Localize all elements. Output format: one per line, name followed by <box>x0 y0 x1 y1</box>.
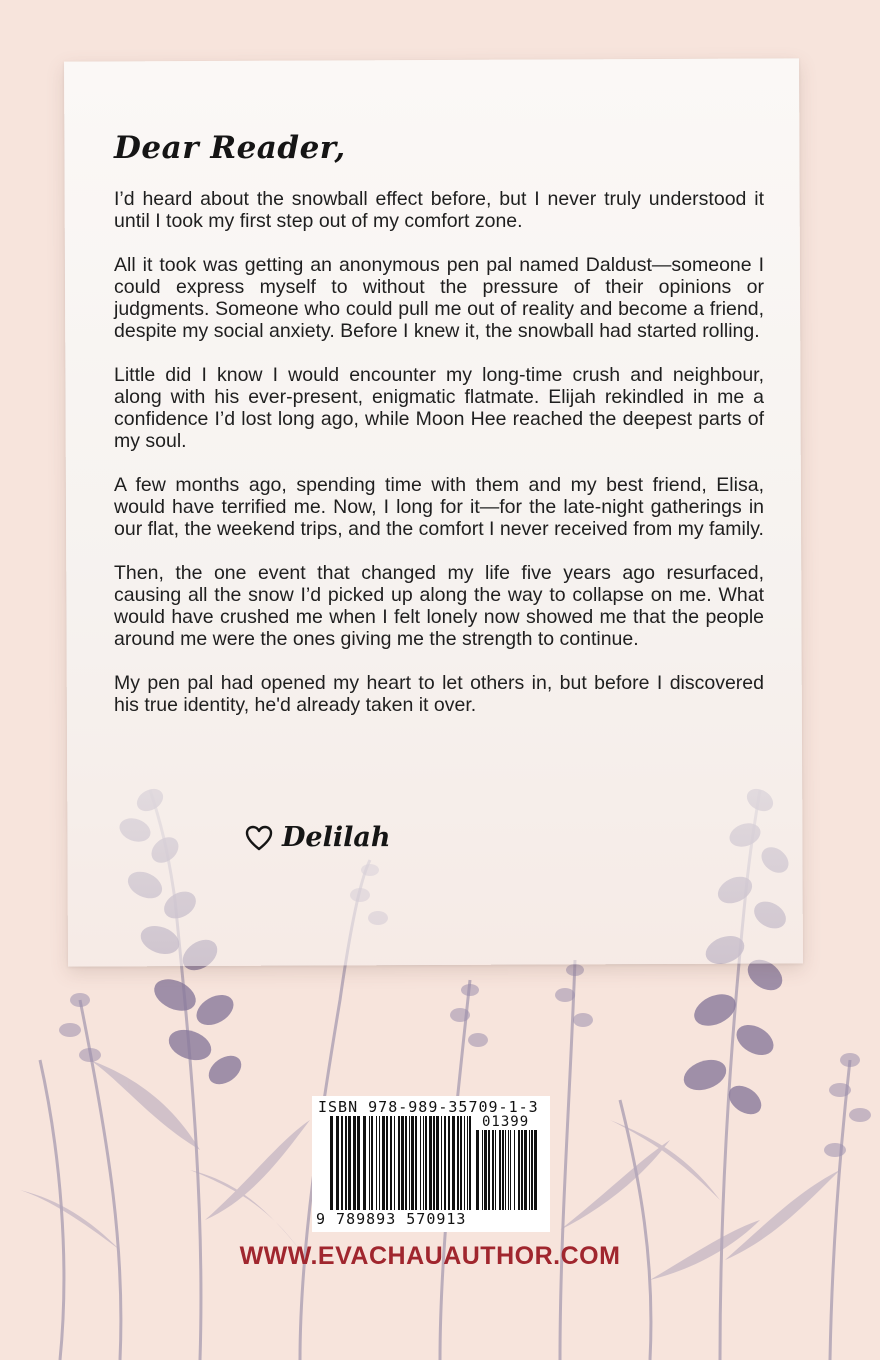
barcode-bar <box>484 1130 487 1210</box>
barcode-bar <box>394 1116 395 1210</box>
barcode-bar <box>425 1116 427 1210</box>
barcode-bar <box>345 1116 347 1210</box>
letter-signature <box>244 822 391 853</box>
signature-name: Delilah <box>282 822 391 853</box>
barcode-bar <box>423 1116 424 1210</box>
barcode-bar <box>452 1116 455 1210</box>
barcode-bar <box>469 1116 471 1210</box>
heart-outline-icon <box>244 823 274 853</box>
barcode-bar <box>524 1130 527 1210</box>
barcode-bar <box>433 1116 435 1210</box>
barcode-bar <box>348 1116 351 1210</box>
letter-paragraph: A few months ago, spending time with them and my best friend, Elisa, would have terrified me. Now, I long for it—for the late-night gatherings in our flat, the weekend trips, and the comfort I never received from my family. <box>114 474 764 540</box>
price-code: 01399 <box>482 1114 530 1130</box>
barcode-bar <box>502 1130 504 1210</box>
barcode-bar <box>405 1116 407 1210</box>
barcode-bar <box>336 1116 339 1210</box>
barcode-bar <box>476 1130 479 1210</box>
barcode-bar <box>398 1116 400 1210</box>
barcode-bar <box>379 1116 380 1210</box>
barcode-bar <box>441 1116 442 1210</box>
barcode-bar <box>353 1116 356 1210</box>
barcode-bar <box>371 1116 373 1210</box>
barcode-bar <box>363 1116 366 1210</box>
barcode-bar <box>467 1116 468 1210</box>
barcode-bar <box>357 1116 360 1210</box>
letter-body <box>114 130 764 738</box>
letter-paragraph: All it took was getting an anonymous pen pal named Daldust—someone I could express myself to without the pressure of their opinions or judgments. Someone who could pull me out of reality and become a friend, despite my social anxiety. Before I knew it, the snowball had started rolling. <box>114 254 764 342</box>
author-website: WWW.EVACHAUAUTHOR.COM <box>239 1242 621 1270</box>
barcode-bar <box>382 1116 385 1210</box>
barcode-bar <box>390 1116 392 1210</box>
barcode-bars <box>330 1116 472 1210</box>
letter-paragraph: Little did I know I would encounter my long-time crush and neighbour, along with his ever-present, enigmatic flatmate. Elijah rekindled in me a confidence I’d lost long ago, while Moon Hee reached the deepest parts of my soul. <box>114 364 764 452</box>
ean-digits: 9 789893 570913 <box>316 1210 467 1228</box>
isbn-barcode <box>312 1096 550 1232</box>
barcode-bar <box>376 1116 377 1210</box>
barcode-bar <box>460 1116 462 1210</box>
barcode-bar <box>436 1116 439 1210</box>
barcode-bar <box>488 1130 490 1210</box>
letter-greeting: Dear Reader, <box>114 130 346 166</box>
letter-paragraph: My pen pal had opened my heart to let others in, but before I discovered his true identity, he'd already taken it over. <box>114 672 764 716</box>
barcode-bar <box>495 1130 496 1210</box>
barcode-addon-bars <box>476 1130 540 1210</box>
barcode-bar <box>429 1116 432 1210</box>
barcode-bar <box>369 1116 370 1210</box>
barcode-bar <box>409 1116 410 1210</box>
letter-paragraph: Then, the one event that changed my life five years ago resurfaced, causing all the snow I’d picked up along the way to collapse on me. What would have crushed me when I felt lonely now showed me that the people around me were the ones giving me the strength to continue. <box>114 562 764 650</box>
barcode-bar <box>341 1116 343 1210</box>
barcode-bar <box>510 1130 511 1210</box>
barcode-bar <box>411 1116 414 1210</box>
barcode-bar <box>444 1116 446 1210</box>
barcode-bar <box>448 1116 450 1210</box>
barcode-bar <box>401 1116 404 1210</box>
barcode-bar <box>386 1116 388 1210</box>
barcode-bar <box>499 1130 501 1210</box>
barcode-bar <box>330 1116 333 1210</box>
barcode-bar <box>518 1130 520 1210</box>
barcode-bar <box>464 1116 465 1210</box>
barcode-bar <box>482 1130 483 1210</box>
barcode-bar <box>420 1116 421 1210</box>
letter-paragraph: I’d heard about the snowball effect before, but I never truly understood it until I took my first step out of my comfort zone. <box>114 188 764 232</box>
barcode-bar <box>514 1130 515 1210</box>
barcode-bar <box>492 1130 494 1210</box>
isbn-text: ISBN 978-989-35709-1-3 <box>318 1098 539 1116</box>
barcode-bar <box>529 1130 530 1210</box>
barcode-bar <box>457 1116 459 1210</box>
barcode-bar <box>521 1130 523 1210</box>
barcode-bar <box>531 1130 533 1210</box>
barcode-bar <box>534 1130 537 1210</box>
barcode-bar <box>415 1116 417 1210</box>
barcode-bar <box>505 1130 506 1210</box>
barcode-bar <box>508 1130 509 1210</box>
